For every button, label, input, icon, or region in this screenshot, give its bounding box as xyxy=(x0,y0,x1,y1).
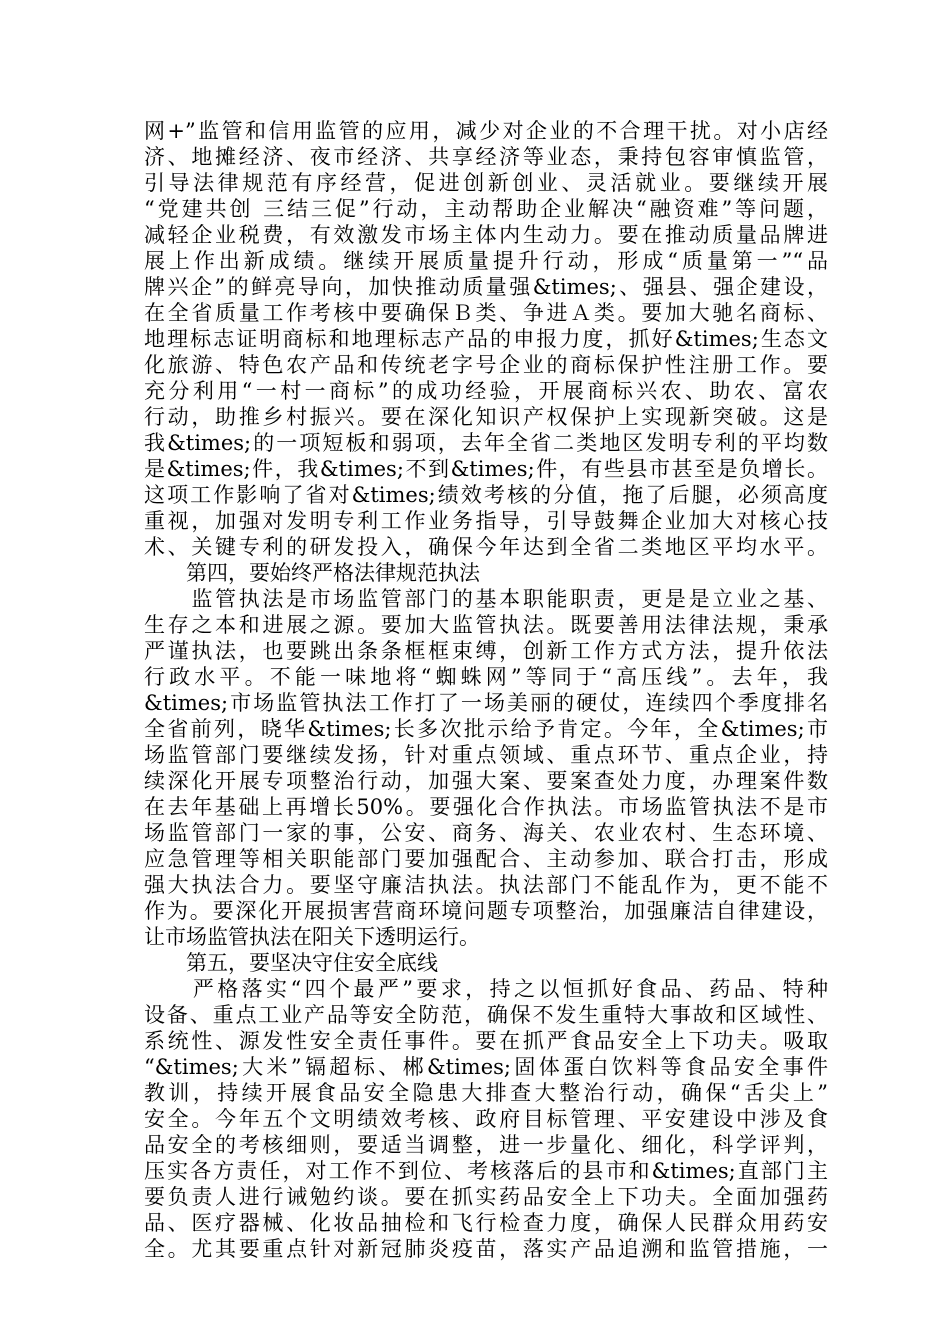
text-line: 系统性、源发性安全责任事件。要在抓严食品安全上下功夫。吸取 xyxy=(144,1029,828,1053)
text-line: 第五，要坚决守住安全底线 xyxy=(144,951,438,975)
text-line: 济、地摊经济、夜市经济、共享经济等业态，秉持包容审慎监管， xyxy=(144,145,828,169)
text-line: 安全。今年五个文明绩效考核、政府目标管理、平安建设中涉及食 xyxy=(144,1107,828,1131)
text-line: 设备、重点工业产品等安全防范，确保不发生重特大事故和区域性、 xyxy=(144,1003,828,1027)
text-line: 监管执法是市场监管部门的基本职能职责，更是是立业之基、 xyxy=(144,587,828,611)
text-line: 场监管部门一家的事，公安、商务、海关、农业农村、生态环境、 xyxy=(144,821,828,845)
text-line: 严谨执法，也要跳出条条框框束缚，创新工作方式方法，提升依法 xyxy=(144,639,828,663)
text-line: 作为。要深化开展损害营商环境问题专项整治，加强廉洁自律建设， xyxy=(144,899,828,923)
text-line: 严格落实“四个最严”要求，持之以恒抓好食品、药品、特种 xyxy=(144,977,828,1001)
text-line: 牌兴企”的鲜亮导向，加快推动质量强&times;、强县、强企建设， xyxy=(144,275,828,299)
text-line: 要负责人进行诫勉约谈。要在抓实药品安全上下功夫。全面加强药 xyxy=(144,1185,828,1209)
text-line: &times;市场监管执法工作打了一场美丽的硬仗，连续四个季度排名 xyxy=(144,691,828,715)
text-line: 化旅游、特色农产品和传统老字号企业的商标保护性注册工作。要 xyxy=(144,353,828,377)
text-line: 教训，持续开展食品安全隐患大排查大整治行动，确保“舌尖上” xyxy=(144,1081,828,1105)
text-line: 强大执法合力。要坚守廉洁执法。执法部门不能乱作为，更不能不 xyxy=(144,873,828,897)
text-line: 减轻企业税费，有效激发市场主体内生动力。要在推动质量品牌进 xyxy=(144,223,828,247)
text-line: 续深化开展专项整治行动，加强大案、要案查处力度，办理案件数 xyxy=(144,769,828,793)
text-line: 我&times;的一项短板和弱项，去年全省二类地区发明专利的平均数 xyxy=(144,431,828,455)
text-line: 重视，加强对发明专利工作业务指导，引导鼓舞企业加大对核心技 xyxy=(144,509,828,533)
text-line: 这项工作影响了省对&times;绩效考核的分值，拖了后腿，必须高度 xyxy=(144,483,828,507)
text-line: “&times;大米”镉超标、郴&times;固体蛋白饮料等食品安全事件 xyxy=(144,1055,828,1079)
text-line: 行动，助推乡村振兴。要在深化知识产权保护上实现新突破。这是 xyxy=(144,405,828,429)
text-line: 在去年基础上再增长50%。要强化合作执法。市场监管执法不是市 xyxy=(144,795,828,819)
text-line: 全。尤其要重点针对新冠肺炎疫苗，落实产品追溯和监管措施，一 xyxy=(144,1237,828,1261)
text-line: 品安全的考核细则，要适当调整，进一步量化、细化，科学评判， xyxy=(144,1133,828,1157)
text-line: 场监管部门要继续发扬，针对重点领域、重点环节、重点企业，持 xyxy=(144,743,828,767)
text-line: 压实各方责任，对工作不到位、考核落后的县市和&times;直部门主 xyxy=(144,1159,828,1183)
text-line: “党建共创 三结三促”行动，主动帮助企业解决“融资难”等问题， xyxy=(144,197,828,221)
text-line: 充分利用“一村一商标”的成功经验，开展商标兴农、助农、富农 xyxy=(144,379,828,403)
text-line: 是&times;件，我&times;不到&times;件，有些县市甚至是负增长。 xyxy=(144,457,828,481)
text-line: 行政水平。不能一味地将“蜘蛛网”等同于“高压线”。去年，我 xyxy=(144,665,828,689)
text-line: 引导法律规范有序经营，促进创新创业、灵活就业。要继续开展 xyxy=(144,171,828,195)
text-line: 品、医疗器械、化妆品抽检和飞行检查力度，确保人民群众用药安 xyxy=(144,1211,828,1235)
text-line: 让市场监管执法在阳关下透明运行。 xyxy=(144,925,480,949)
text-line: 在全省质量工作考核中要确保Ｂ类、争进Ａ类。要加大驰名商标、 xyxy=(144,301,828,325)
text-line: 全省前列，晓华&times;长多次批示给予肯定。今年，全&times;市 xyxy=(144,717,828,741)
text-line: 展上作出新成绩。继续开展质量提升行动，形成“质量第一”“品 xyxy=(144,249,828,273)
document-body xyxy=(144,118,828,1262)
text-line: 应急管理等相关职能部门要加强配合、主动参加、联合打击，形成 xyxy=(144,847,828,871)
text-line: 第四，要始终严格法律规范执法 xyxy=(144,561,480,585)
text-line: 地理标志证明商标和地理标志产品的申报力度，抓好&times;生态文 xyxy=(144,327,828,351)
text-line: 生存之本和进展之源。要加大监管执法。既要善用法律法规，秉承 xyxy=(144,613,828,637)
text-line: 术、关键专利的研发投入，确保今年达到全省二类地区平均水平。 xyxy=(144,535,828,559)
text-line: 网+”监管和信用监管的应用，减少对企业的不合理干扰。对小店经 xyxy=(144,119,828,143)
